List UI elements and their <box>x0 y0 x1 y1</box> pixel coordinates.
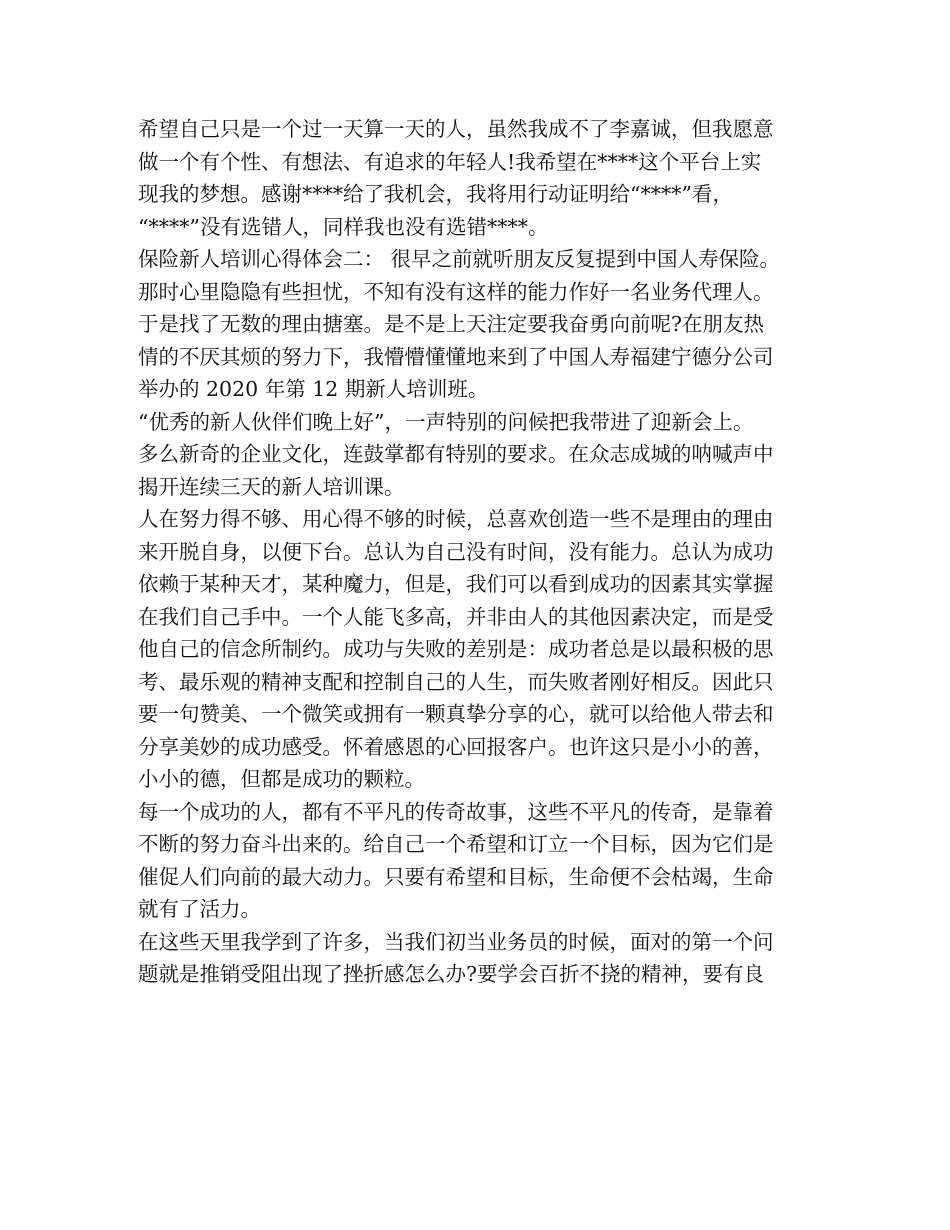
text-line: 要一句赞美、一个微笑或拥有一颗真挚分享的心，就可以给他人带去和 <box>138 702 774 726</box>
text-line: 做一个有个性、有想法、有追求的年轻人!我希望在****这个平台上实 <box>138 149 762 174</box>
text-line: “****”没有选错人，同样我也没有选错****。 <box>138 214 549 239</box>
text-line: 在这些天里我学到了许多，当我们初当业务员的时候，面对的第一个问 <box>138 929 774 954</box>
text-line: 多么新奇的企业文化，连鼓掌都有特别的要求。在众志成城的呐喊声中 <box>138 442 774 466</box>
text-line: 催促人们向前的最大动力。只要有希望和目标，生命便不会枯竭，生命 <box>138 864 774 889</box>
text-line: 考、最乐观的精神支配和控制自己的人生，而失败者刚好相反。因此只 <box>138 669 774 694</box>
document-body <box>138 113 828 991</box>
text-line: 那时心里隐隐有些担忧，不知有没有这样的能力作好一名业务代理人。 <box>138 279 774 304</box>
text-line: 情的不厌其烦的努力下，我懵懵懂懂地来到了中国人寿福建宁德分公司 <box>138 344 774 369</box>
text-line: 依赖于某种天才，某种魔力，但是，我们可以看到成功的因素其实掌握 <box>138 572 774 596</box>
text-line: 于是找了无数的理由搪塞。是不是上天注定要我奋勇向前呢?在朋友热 <box>138 312 764 336</box>
text-line: 揭开连续三天的新人培训课。 <box>138 474 405 499</box>
text-line: 每一个成功的人，都有不平凡的传奇故事，这些不平凡的传奇，是靠着 <box>138 799 774 824</box>
text-line: 希望自己只是一个过一天算一天的人，虽然我成不了李嘉诚，但我愿意 <box>138 117 774 141</box>
text-line: 题就是推销受阻出现了挫折感怎么办?要学会百折不挠的精神，要有良 <box>138 962 764 986</box>
text-line: 现我的梦想。感谢****给了我机会，我将用行动证明给“****”看， <box>138 182 733 206</box>
text-line: 举办的 2020 年第 12 期新人培训班。 <box>138 377 489 401</box>
text-line: 来开脱自身，以便下台。总认为自己没有时间，没有能力。总认为成功 <box>138 539 774 564</box>
text-line: 保险新人培训心得体会二： 很早之前就听朋友反复提到中国人寿保险。 <box>138 247 781 271</box>
text-line: 就有了活力。 <box>138 897 261 921</box>
text-line: 小小的德，但都是成功的颗粒。 <box>138 767 425 791</box>
text-line: 不断的努力奋斗出来的。给自己一个希望和订立一个目标，因为它们是 <box>138 832 774 856</box>
text-line: 在我们自己手中。一个人能飞多高，并非由人的其他因素决定，而是受 <box>138 604 774 629</box>
text-line: 人在努力得不够、用心得不够的时候，总喜欢创造一些不是理由的理由 <box>138 507 774 531</box>
text-line: “优秀的新人伙伴们晚上好”，一声特别的问候把我带进了迎新会上。 <box>138 409 754 434</box>
text-line: 他自己的信念所制约。成功与失败的差别是：成功者总是以最积极的思 <box>138 637 774 661</box>
text-line: 分享美妙的成功感受。怀着感恩的心回报客户。也许这只是小小的善， <box>138 734 774 759</box>
